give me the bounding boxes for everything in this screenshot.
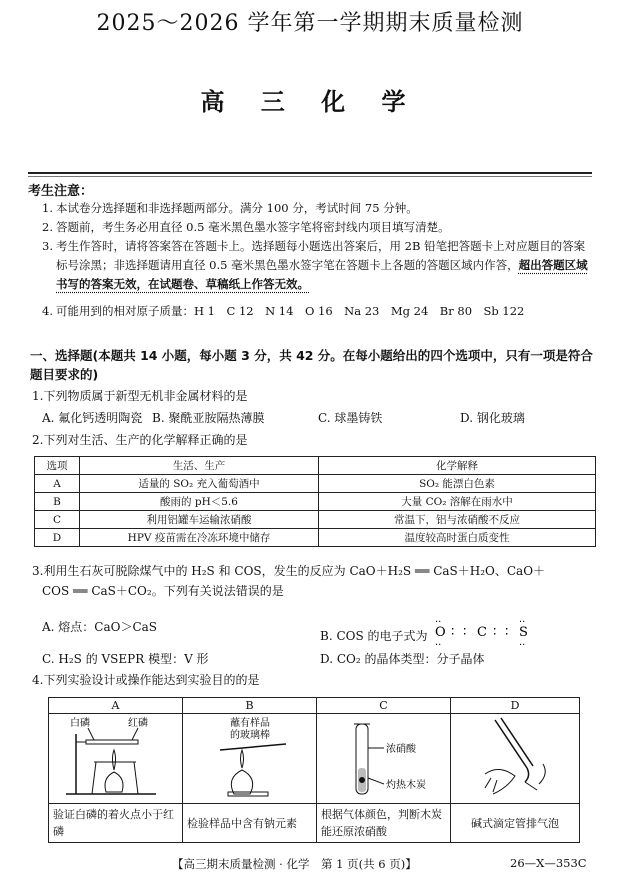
- svg-text:∶: ∶: [451, 625, 455, 640]
- subject-title: 高 三 化 学: [200, 88, 420, 116]
- table-header: 生活、生产: [80, 457, 319, 475]
- table-header: 化学解释: [319, 457, 596, 475]
- notice-item: 2. 答题前，考生务必用直径 0.5 毫米黑色墨水签字笔将密封线内项目填写清楚。: [42, 220, 450, 234]
- notice-emphasis: 超出答题区域书写的答案无效，在试题卷、草稿纸上作答无效。: [56, 258, 588, 291]
- table-row: D HPV 疫苗需在冷冻环境中储存 温度较高时蛋白质变性: [35, 529, 596, 547]
- svg-text:C: C: [477, 625, 488, 640]
- q1-option-c: C. 球墨铸铁: [318, 411, 383, 425]
- caption-d: 碱式滴定管排气泡: [451, 804, 580, 843]
- svg-text:∶: ∶: [505, 625, 509, 640]
- table-header-row: [35, 457, 596, 475]
- notice-heading: 考生注意：: [28, 184, 94, 199]
- footer-page-info: 【高三期末质量检测 · 化学 第 1 页(共 6 页)】: [172, 857, 417, 871]
- notice-item: 4. 可能用到的相对原子质量：H 1 C 12 N 14 O 16 Na 23 Mg 24 Br 80 Sb 122: [42, 304, 525, 318]
- caption-b: 检验样品中含有钠元素: [183, 804, 317, 843]
- q3-option-b: B. COS 的电子式为 O ·· ·· ∶ ∶ C ∶ ∶ S ·· ··: [320, 618, 543, 654]
- table-header: C: [317, 698, 451, 714]
- table-header: B: [183, 698, 317, 714]
- diagram-d: [451, 714, 580, 804]
- apparatus-c-icon: [324, 714, 444, 800]
- question-4-stem: 4.下列实验设计或操作能达到实验目的的是: [32, 673, 260, 687]
- diagram-row: [49, 714, 580, 804]
- question-3-stem: 3.利用生石灰可脱除煤气中的 H₂S 和 COS，发生的反应为 CaO＋H₂S ══ CaS＋H₂O、CaO＋: [32, 564, 546, 578]
- footer-code: 26—X—353C: [510, 856, 587, 870]
- table-header-row: [49, 698, 580, 714]
- question-2-stem: 2.下列对生活、生产的化学解释正确的是: [32, 433, 248, 447]
- question-3-stem-cont: COS ══ CaS＋CO₂。下列有关说法错误的是: [42, 584, 284, 598]
- svg-text:白磷: 白磷: [69, 718, 90, 729]
- svg-text:··: ··: [519, 618, 526, 628]
- table-row: A 适量的 SO₂ 充入葡萄酒中 SO₂ 能漂白色素: [35, 475, 596, 493]
- caption-row: [49, 804, 580, 843]
- exam-title: 2025～2026 学年第一学期期末质量检测: [96, 11, 524, 36]
- q3-option-d: D. CO₂ 的晶体类型：分子晶体: [320, 652, 485, 666]
- q1-option-d: D. 钢化玻璃: [460, 411, 525, 425]
- q4-table: [48, 697, 580, 843]
- electron-dot-formula: [433, 618, 543, 654]
- svg-text:蘸有样品: 蘸有样品: [229, 718, 270, 729]
- svg-text:··: ··: [435, 618, 442, 628]
- svg-text:S: S: [519, 625, 529, 640]
- caption-a: 验证白磷的着火点小于红磷: [49, 804, 183, 843]
- table-header: 选项: [35, 457, 80, 475]
- diagram-a: [49, 714, 183, 804]
- q2-table: [34, 456, 596, 547]
- section-title: 一、选择题(本题共 14 小题，每小题 3 分，共 42 分。在每小题给出的四个选项中，只有一项是符合题目要求的): [30, 348, 593, 382]
- svg-text:灼热木炭: 灼热木炭: [385, 780, 426, 791]
- notice-item: 3. 考生作答时，请将答案答在答题卡上。选择题每小题选出答案后，用 2B 铅笔把答题卡上对应题目的答案标号涂黑；非选择题请用直径 0.5 毫米黑色墨水签字笔在答题卡上各题的答题区域内作答，超出答题区域书写的答案无效，在试题卷、草稿纸上作答无效。: [42, 239, 588, 291]
- svg-text:∶: ∶: [463, 625, 467, 640]
- svg-text:··: ··: [435, 640, 442, 651]
- table-row: B 酸雨的 pH＜5.6 大量 CO₂ 溶解在雨水中: [35, 493, 596, 511]
- svg-text:红磷: 红磷: [127, 718, 148, 729]
- q1-option-b: B. 聚酰亚胺隔热薄膜: [152, 411, 265, 425]
- q3-option-a: A. 熔点：CaO＞CaS: [42, 620, 158, 634]
- apparatus-b-icon: [190, 714, 310, 800]
- svg-text:∶: ∶: [493, 625, 497, 640]
- svg-text:浓硝酸: 浓硝酸: [385, 744, 416, 755]
- notice-item: 1. 本试卷分选择题和非选择题两部分。满分 100 分，考试时间 75 分钟。: [42, 201, 418, 215]
- table-row: C 利用铝罐车运输浓硝酸 常温下，铝与浓硝酸不反应: [35, 511, 596, 529]
- svg-text:的玻璃棒: 的玻璃棒: [229, 730, 270, 741]
- q3-option-c: C. H₂S 的 VSEPR 模型：V 形: [42, 652, 209, 666]
- table-header: A: [49, 698, 183, 714]
- q1-option-a: A. 氟化钙透明陶瓷: [42, 411, 143, 425]
- divider: [28, 176, 592, 177]
- table-header: D: [451, 698, 580, 714]
- diagram-b: [183, 714, 317, 804]
- apparatus-d-icon: [455, 714, 575, 800]
- svg-text:··: ··: [519, 640, 526, 651]
- question-1-stem: 1.下列物质属于新型无机非金属材料的是: [32, 389, 248, 403]
- caption-c: 根据气体颜色，判断木炭能还原浓硝酸: [317, 804, 451, 843]
- apparatus-a-icon: [56, 714, 176, 800]
- diagram-c: [317, 714, 451, 804]
- svg-text:O: O: [435, 625, 447, 640]
- divider: [28, 172, 592, 174]
